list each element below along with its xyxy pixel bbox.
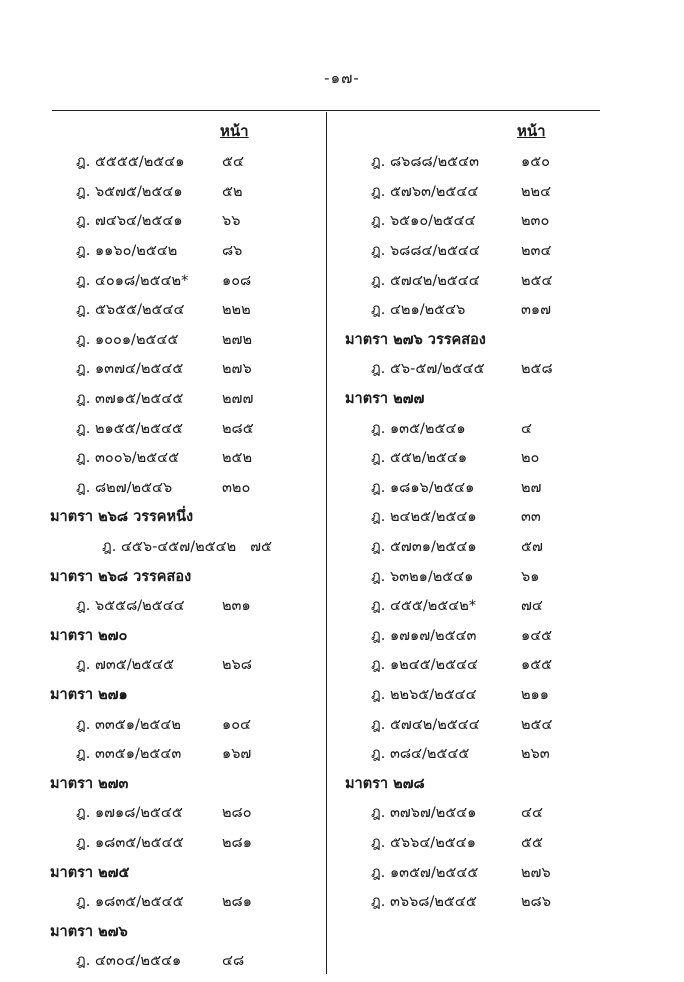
page-reference: ๒๘๐ [222,805,252,822]
index-entry [345,177,600,207]
index-entry [345,532,600,562]
case-reference: ฎ. ๓๓๕๑/๒๕๔๒ [76,716,181,733]
page-reference: ๒๑๑ [521,686,549,703]
index-entry [50,798,322,828]
index-entry [50,206,322,236]
case-reference: ฎ. ๖๘๘๔/๒๕๔๔ [371,243,480,260]
index-entry [345,502,600,532]
case-reference: ฎ. ๑๐๐๑/๒๕๔๕ [76,331,179,348]
index-entry [50,236,322,266]
index-entry [345,798,600,828]
page-reference: ๑๐๔ [222,716,252,733]
case-reference: ฎ. ๑๓๕/๒๕๔๑ [371,420,466,437]
page-reference: ๕๗ [521,539,543,556]
page-reference: ๒๖๘ [222,657,252,674]
case-reference: ฎ. ๕๗๖๓/๒๕๔๔ [371,183,479,200]
index-entry [50,650,322,680]
index-entry [50,265,322,295]
column-divider [326,112,327,974]
index-entry [345,680,600,710]
index-entry [345,295,600,325]
index-entry [345,473,600,503]
page-reference: ๒๒๔ [521,183,552,200]
page-reference: ๗๔ [521,598,543,615]
section-heading: มาตรา ๒๗๑ [50,686,128,703]
index-entry [50,887,322,917]
page-reference: ๒๓๔ [521,243,552,260]
case-reference: ฎ. ๘๖๘๘/๒๕๔๓ [371,154,480,171]
case-reference: ฎ. ๒๔๒๕/๒๕๔๑ [371,509,477,526]
index-entry [50,443,322,473]
index-entry [345,147,600,177]
page-label: หน้า [220,122,249,140]
page-reference: ๒๘๑ [222,834,252,851]
index-entry [50,709,322,739]
case-reference: ฎ. ๓๘๔/๒๕๔๕ [371,746,470,763]
page-reference: ๓๑๗ [521,302,552,319]
case-reference: ฎ. ๕๖๖๔/๒๕๔๑ [371,834,476,851]
page-reference: ๕๒ [222,183,243,200]
page-reference: ๒๕๔ [521,272,553,289]
index-entry [50,354,322,384]
section-heading: มาตรา ๒๗๓ [50,775,129,792]
page-number: -๑๗- [324,69,360,87]
right-column-header [345,113,600,147]
page-reference: ๑๕๐ [521,154,551,171]
page-reference: ๘๖ [222,243,243,260]
case-reference: ฎ. ๑๗๑๘/๒๕๔๕ [76,805,183,822]
page-reference: ๒๖๓ [521,746,550,763]
section-heading: มาตรา ๒๗๗ [345,391,425,408]
index-entry [345,591,600,621]
index-entry [345,236,600,266]
page-reference: ๒๕๘ [521,361,553,378]
index-entry [50,295,322,325]
index-entry [345,828,600,858]
case-reference: ฎ. ๓๓๕๑/๒๕๔๓ [76,746,182,763]
section-heading: มาตรา ๒๗๖ วรรคสอง [345,331,486,348]
page-reference: ๒๗ [521,479,542,496]
case-reference: ฎ. ๔๓๐๔/๒๕๔๑ [76,953,182,970]
page-reference: ๒๕๔ [521,716,553,733]
case-reference: ฎ. ๒๒๖๕/๒๕๔๔ [371,686,477,703]
index-entry [345,561,600,591]
case-reference: ฎ. ๓๖๖๘/๒๕๔๕ [371,894,477,911]
page-reference: ๔๘ [222,953,245,970]
page-reference: ๒๗๖ [222,361,252,378]
page-reference: ๑๐๘ [222,272,252,289]
section-heading: มาตรา ๒๖๘ วรรคหนึ่ง [50,509,194,526]
case-reference: ฎ. ๑๒๔๕/๒๕๔๔ [371,657,479,674]
case-reference: ฎ. ๖๕๕๘/๒๕๔๔ [76,598,185,615]
index-entry [50,828,322,858]
index-entry [345,887,600,917]
case-reference: ฎ. ๑๓๕๗/๒๕๔๕ [371,864,479,881]
top-rule [52,110,600,111]
case-reference: ฎ. ๖๕๑๐/๒๕๔๔ [371,213,476,230]
index-entry [50,384,322,414]
index-entry [50,946,322,976]
index-entry [345,709,600,739]
page-reference: ๕๔ [222,154,244,171]
case-reference: ฎ. ๑๘๓๕/๒๕๔๕ [76,834,184,851]
right-column [345,113,600,916]
index-entry [50,177,322,207]
left-column-header [50,113,322,147]
case-reference: ฎ. ๓๗๑๕/๒๕๔๕ [76,391,184,408]
page-reference: ๑๕๕ [521,657,553,674]
case-reference: ฎ. ๓๐๐๖/๒๕๔๕ [76,450,180,467]
case-reference: ฎ. ๔๒๑/๒๕๔๖ [371,302,466,319]
case-reference: ฎ. ๕๕๒/๒๕๔๑ [371,450,468,467]
case-reference: ฎ. ๕๗๓๑/๒๕๔๑ [371,539,477,556]
index-entry [345,857,600,887]
page-reference: ๑๔๕ [521,627,553,644]
page-reference: ๒๕๒ [222,450,253,467]
case-reference: ฎ. ๑๑๖๐/๒๕๔๒ [76,243,178,260]
case-reference: ฎ. ๗๔๖๔/๒๕๔๑ [76,213,183,230]
page-reference: ๔๔ [521,805,543,822]
section-heading: มาตรา ๒๗๖ [50,923,128,940]
case-reference: ฎ. ๓๗๖๗/๒๕๔๑ [371,805,477,822]
page-reference: ๒๗๗ [222,391,254,408]
page-reference: ๒๗๒ [222,331,253,348]
page-reference: ๗๕ [250,539,273,556]
case-reference: ฎ. ๑๘๑๖/๒๕๔๑ [371,479,475,496]
page-reference: ๓๓ [521,509,541,526]
case-reference: ฎ. ๕๖-๕๗/๒๕๔๕ [371,361,485,378]
section-heading: มาตรา ๒๗๕ [50,864,130,881]
page-reference: ๒๘๕ [222,420,254,437]
page-reference: ๕๕ [521,834,543,851]
page-reference: ๔ [521,420,532,437]
index-entry [50,532,322,562]
case-reference: ฎ. ๔๕๖-๔๕๗/๒๕๔๒ [102,539,237,556]
index-entry [50,413,322,443]
case-reference: ฎ. ๖๓๒๑/๒๕๔๑ [371,568,474,585]
case-reference: ฎ. ๒๑๕๕/๒๕๔๕ [76,420,184,437]
case-reference: ฎ. ๕๗๔๒/๒๕๔๔ [371,272,480,289]
index-entry [50,147,322,177]
index-entry [345,739,600,769]
index-entry [345,650,600,680]
index-entry [50,739,322,769]
page-reference: ๓๒๐ [222,479,251,496]
index-entry [345,413,600,443]
case-reference: ฎ. ๑๘๓๕/๒๕๔๕ [76,894,184,911]
case-reference: ฎ. ๖๕๗๕/๒๕๔๑ [76,183,183,200]
section-heading: มาตรา ๒๖๘ วรรคสอง [50,568,192,585]
page-reference: ๒๘๑ [222,894,252,911]
page-reference: ๑๖๗ [222,746,252,763]
case-reference: ฎ. ๔๕๕/๒๕๔๒* [371,598,477,615]
case-reference: ฎ. ๕๖๕๕/๒๕๔๔ [76,302,185,319]
index-entry [345,354,600,384]
page-reference: ๒๓๑ [222,598,251,615]
index-entry [345,265,600,295]
case-reference: ฎ. ๕๕๕๕/๒๕๔๑ [76,154,185,171]
page-reference: ๒๘๖ [521,894,551,911]
index-entry [345,206,600,236]
case-reference: ฎ. ๑๗๑๗/๒๕๔๓ [371,627,477,644]
left-column [50,113,322,976]
case-reference: ฎ. ๗๓๕/๒๕๔๕ [76,657,175,674]
index-entry [345,443,600,473]
page-reference: ๒๓๐ [521,213,550,230]
section-heading: มาตรา ๒๗๐ [50,627,128,644]
index-entry [345,621,600,651]
section-heading: มาตรา ๒๗๘ [345,775,425,792]
case-reference: ฎ. ๑๓๗๔/๒๕๔๕ [76,361,184,378]
case-reference: ฎ. ๕๗๔๒/๒๕๔๔ [371,716,480,733]
index-entry [50,591,322,621]
index-entry [50,325,322,355]
case-reference: ฎ. ๔๐๑๘/๒๕๔๒* [76,272,189,289]
case-reference: ฎ. ๘๒๗/๒๕๔๖ [76,479,173,496]
page-label: หน้า [517,122,546,140]
page-reference: ๒๒๒ [222,302,251,319]
index-entry [50,473,322,503]
page-reference: ๖๖ [222,213,241,230]
page-reference: ๖๑ [521,568,540,585]
page-reference: ๒๗๖ [521,864,551,881]
page-reference: ๒๐ [521,450,540,467]
